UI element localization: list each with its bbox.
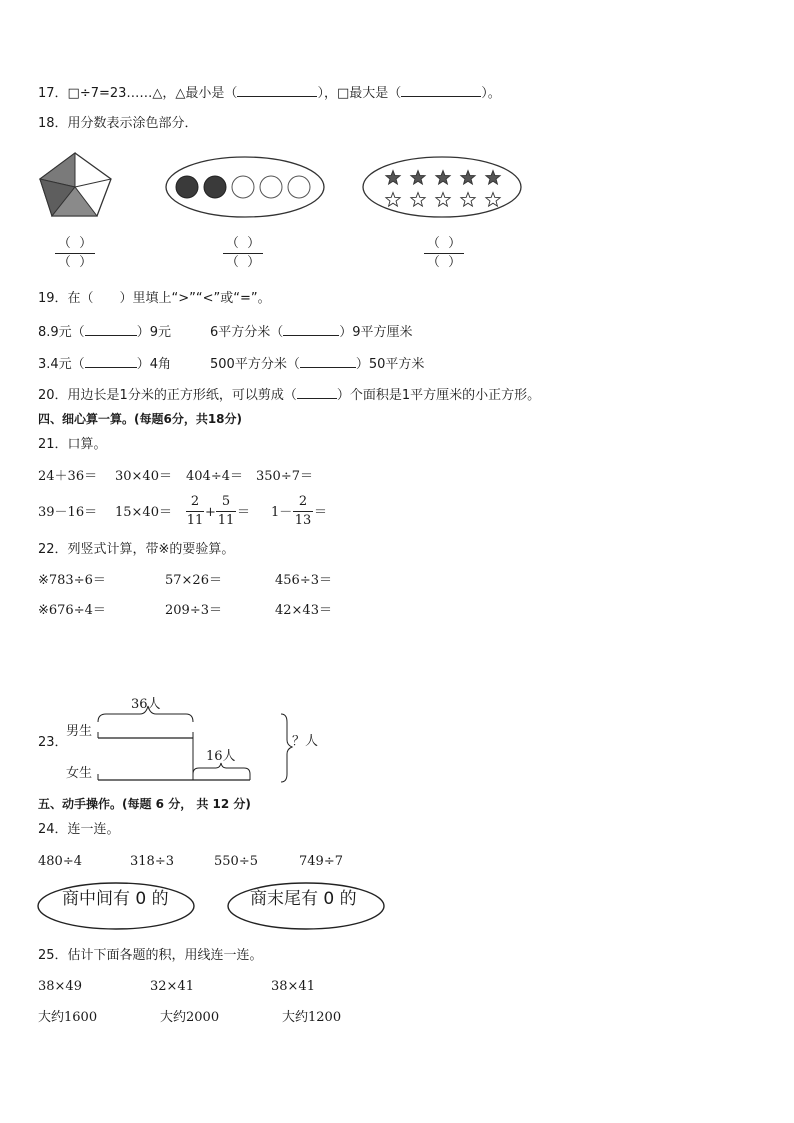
empty-circle	[288, 176, 310, 198]
q24-item[interactable]: 480÷4	[38, 854, 82, 869]
q22-item: ※783÷6＝	[38, 573, 106, 588]
filled-star	[386, 171, 400, 185]
empty-star	[486, 193, 500, 207]
q17-blank-min[interactable]	[237, 84, 317, 97]
q21-item: 30×40＝	[115, 469, 172, 484]
q19-row-2b: 500平方分米（ ）50平方米	[210, 357, 425, 372]
q21-prompt: 21．口算。	[38, 437, 107, 452]
filled-circle	[204, 176, 226, 198]
q21-fraction-2: 5 11	[217, 494, 235, 528]
empty-circle	[232, 176, 254, 198]
q21-item: 350÷7＝	[256, 469, 313, 484]
q21-item: 24＋36＝	[38, 469, 98, 484]
filled-star	[411, 171, 425, 185]
empty-circle	[260, 176, 282, 198]
q21-fraction-1: 2 11	[186, 494, 204, 528]
q17-end-text: ）。	[481, 86, 501, 101]
q19-blank-2[interactable]	[283, 323, 339, 336]
q24-item[interactable]: 749÷7	[299, 854, 343, 869]
q17-line	[38, 84, 501, 102]
q22-item: ※676÷4＝	[38, 603, 106, 618]
empty-star	[461, 193, 475, 207]
boys-brace	[98, 706, 193, 722]
q24-oval-label-1[interactable]: 商中间有 0 的	[62, 889, 169, 909]
q22-prompt: 22．列竖式计算，带※的要验算。	[38, 542, 235, 557]
star-group-oval	[363, 157, 521, 217]
q22-item: 456÷3＝	[275, 573, 332, 588]
filled-star	[461, 171, 475, 185]
difference-brace	[193, 763, 250, 774]
q18-figures	[0, 145, 794, 285]
q19-row-1: 8.9元（ ）9元	[38, 325, 171, 340]
q21-item: 39－16＝	[38, 505, 98, 520]
q21-item: 404÷4＝	[186, 469, 243, 484]
section-5-title: 五、动手操作。(每题 6 分， 共 12 分)	[38, 797, 251, 811]
q23-boys-label: 男生	[66, 724, 93, 739]
q23-total-question: ？人	[292, 734, 319, 749]
q19-prompt: 19．在（ ）里填上“>”“<”或“=”。	[38, 291, 271, 306]
total-brace	[281, 714, 292, 782]
q17-middle-text: ），□最大是（	[317, 86, 402, 101]
filled-star	[486, 171, 500, 185]
q21-plus-sign: +	[205, 505, 216, 520]
q23-number: 23．	[38, 735, 68, 750]
q25-answer[interactable]: 大约1200	[282, 1010, 342, 1025]
q23-line-diagram	[0, 690, 794, 790]
empty-star	[436, 193, 450, 207]
q17-expression: □÷7=23……△，△最小是（	[67, 86, 238, 101]
q25-item[interactable]: 38×41	[271, 979, 315, 994]
filled-star	[436, 171, 450, 185]
q20-blank[interactable]	[297, 386, 337, 399]
q25-answer[interactable]: 大约2000	[160, 1010, 220, 1025]
q17-blank-max[interactable]	[401, 84, 481, 97]
q25-prompt: 25．估计下面各题的积，用线连一连。	[38, 948, 263, 963]
q19-row-2: 3.4元（ ）4角	[38, 357, 171, 372]
q22-item: 209÷3＝	[165, 603, 222, 618]
q25-item[interactable]: 32×41	[150, 979, 194, 994]
filled-circle	[176, 176, 198, 198]
q21-equals: ＝	[314, 505, 328, 520]
q20-line: 20．用边长是1分米的正方形纸，可以剪成（ ）个面积是1平方厘米的小正方形。	[38, 388, 541, 403]
q25-item[interactable]: 38×49	[38, 979, 82, 994]
circle-group-oval	[166, 157, 324, 217]
q24-oval-label-2[interactable]: 商末尾有 0 的	[250, 889, 357, 909]
shaded-pentagon	[40, 153, 111, 216]
q19-blank-3[interactable]	[85, 355, 137, 368]
q19-blank-4[interactable]	[300, 355, 356, 368]
empty-star	[386, 193, 400, 207]
q24-item[interactable]: 318÷3	[130, 854, 174, 869]
q22-item: 42×43＝	[275, 603, 332, 618]
q22-item: 57×26＝	[165, 573, 222, 588]
q21-item: 15×40＝	[115, 505, 172, 520]
q24-prompt: 24．连一连。	[38, 822, 120, 837]
q25-answer[interactable]: 大约1600	[38, 1010, 98, 1025]
q23-difference: 16人	[206, 749, 236, 764]
q24-item[interactable]: 550÷5	[214, 854, 258, 869]
q23-boys-count: 36人	[131, 697, 161, 712]
section-4-title: 四、细心算一算。(每题6分，共18分)	[38, 412, 243, 426]
q21-equals: ＝	[237, 505, 251, 520]
q23-girls-label: 女生	[66, 766, 93, 781]
q19-blank-1[interactable]	[85, 323, 137, 336]
q21-one-minus: 1－	[271, 505, 293, 520]
empty-star	[411, 193, 425, 207]
q18-prompt: 18．用分数表示涂色部分．	[38, 116, 198, 131]
q18-fraction-blank-1[interactable]: （ ） （ ）	[55, 236, 95, 271]
q18-fraction-blank-2[interactable]: （ ） （ ）	[223, 236, 263, 271]
q17-number: 17．	[38, 86, 68, 101]
q19-row-1b: 6平方分米（ ）9平方厘米	[210, 325, 413, 340]
q21-fraction-3: 2 13	[294, 494, 312, 528]
q18-fraction-blank-3[interactable]: （ ） （ ）	[424, 236, 464, 271]
